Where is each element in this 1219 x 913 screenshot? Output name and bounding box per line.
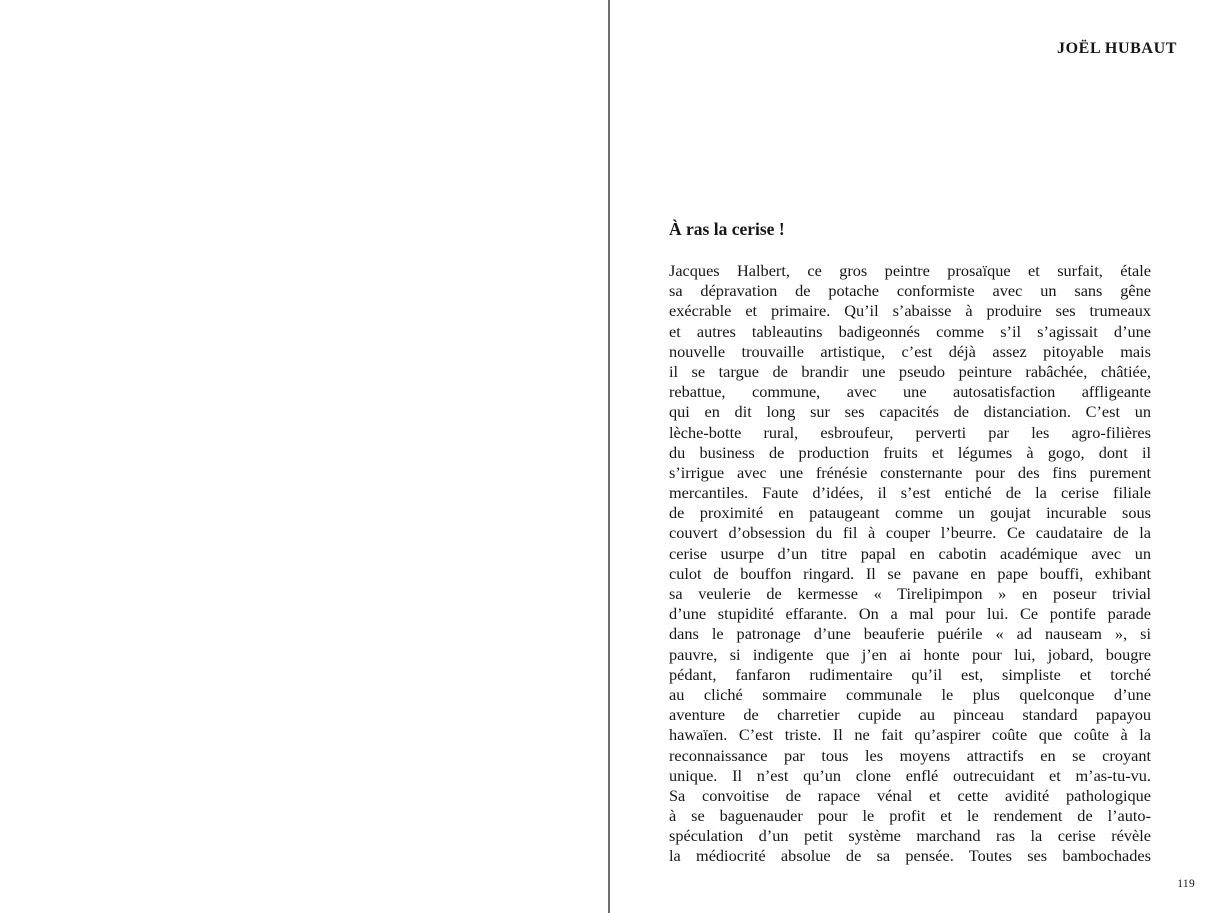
text-line: au cliché sommaire communale le plus quelconque d’une	[669, 684, 1151, 704]
text-line: nouvelle trouvaille artistique, c’est déjà assez pitoyable mais	[669, 341, 1151, 361]
text-line: à se baguenauder pour le profit et le rendement de l’auto-	[669, 806, 1151, 826]
text-line: sa dépravation de potache conformiste avec un sans gêne	[669, 281, 1151, 301]
body-text	[669, 261, 1151, 867]
text-line: Jacques Halbert, ce gros peintre prosaïque et surfait, étale	[669, 261, 1151, 280]
text-line: Sa convoitise de rapace vénal et cette avidité pathologique	[669, 785, 1151, 805]
page-number: 119	[1177, 878, 1195, 890]
text-line: qui en dit long sur ses capacités de distanciation. C’est un	[669, 402, 1151, 422]
text-line: d’une stupidité effarante. On a mal pour lui. Ce pontife parade	[669, 604, 1151, 624]
text-line: il se targue de brandir une pseudo peinture rabâchée, châtiée,	[669, 361, 1151, 381]
text-line: pédant, fanfaron rudimentaire qu’il est, simpliste et torché	[669, 664, 1151, 684]
text-line: de proximité en pataugeant comme un goujat incurable sous	[669, 503, 1151, 523]
text-line: couvert d’obsession du fil à couper l’beurre. Ce caudataire de la	[669, 523, 1151, 543]
text-line: reconnaissance par tous les moyens attractifs en se croyant	[669, 745, 1151, 765]
left-page-blank	[0, 0, 608, 913]
text-line: cerise usurpe d’un titre papal en cabotin académique avec un	[669, 543, 1151, 563]
text-line: spéculation d’un petit système marchand ras la cerise révèle	[669, 826, 1151, 846]
article-title: À ras la cerise !	[669, 219, 785, 239]
text-line: la médiocrité absolue de sa pensée. Toutes ses bambochades	[669, 846, 1151, 866]
text-line: et autres tableautins badigeonnés comme s’il s’agissait d’une	[669, 321, 1151, 341]
text-line: pauvre, si indigente que j’en ai honte pour lui, jobard, bougre	[669, 644, 1151, 664]
text-line: dans le patronage d’une beauferie puérile « ad nauseam », si	[669, 624, 1151, 644]
text-line: du business de production fruits et légumes à gogo, dont il	[669, 442, 1151, 462]
text-line: s’irrigue avec une frénésie consternante pour des fins purement	[669, 462, 1151, 482]
right-page	[610, 0, 1219, 913]
text-line: sa veulerie de kermesse « Tirelipimpon » en poseur trivial	[669, 584, 1151, 603]
text-line: aventure de charretier cupide au pinceau standard papayou	[669, 705, 1151, 725]
running-header-author: JOËL HUBAUT	[1057, 40, 1177, 57]
text-line: hawaïen. C’est triste. Il ne fait qu’aspirer coûte que coûte à la	[669, 725, 1151, 745]
text-line: culot de bouffon ringard. Il se pavane en pape bouffi, exhibant	[669, 563, 1151, 583]
text-line: unique. Il n’est qu’un clone enflé outrecuidant et m’as-tu-vu.	[669, 765, 1151, 785]
text-line: mercantiles. Faute d’idées, il s’est entiché de la cerise filiale	[669, 483, 1151, 503]
text-line: rebattue, commune, avec une autosatisfaction affligeante	[669, 382, 1151, 402]
text-line: lèche-botte rural, esbroufeur, perverti par les agro-filières	[669, 422, 1151, 442]
text-line: exécrable et primaire. Qu’il s’abaisse à produire ses trumeaux	[669, 301, 1151, 321]
